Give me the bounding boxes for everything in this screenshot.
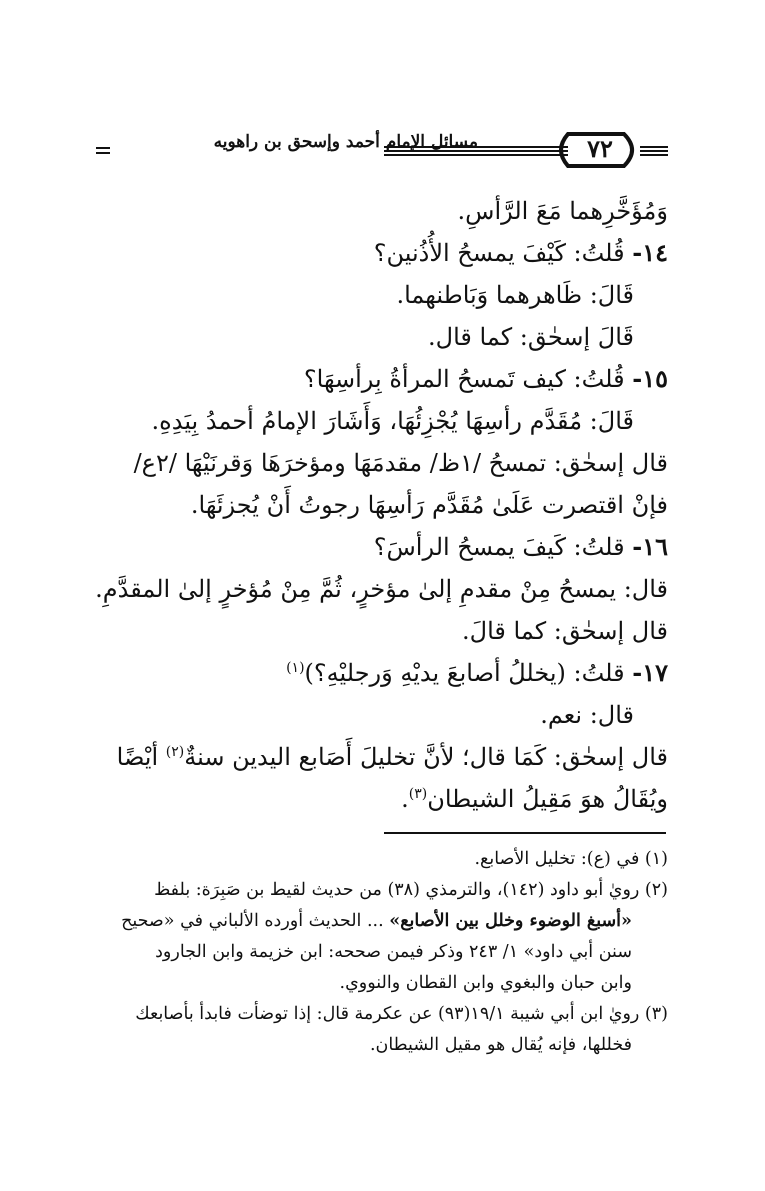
page-header xyxy=(96,126,668,172)
answer-line: قَالَ: ظَاهرهما وَبَاطنهما. xyxy=(396,281,634,309)
answer-text: أيْضًا xyxy=(116,743,159,771)
footnotes xyxy=(90,844,668,1061)
answer-line xyxy=(90,778,668,820)
question-text: قُلتُ: كَيْفَ يمسحُ الأُذُنين؟ xyxy=(373,239,625,267)
question-17 xyxy=(90,652,668,694)
footnote-1: (١) في (ع): تخليل الأصابع. xyxy=(474,849,668,869)
footnote-2-cont: سنن أبي داود» ١/ ٢٤٣ وذكر فيمن صححه: ابن خزيمة وابن الجارود xyxy=(155,942,632,962)
answer-text: ويُقَالُ هوَ مَقِيلُ الشيطان xyxy=(427,785,668,813)
answer-line: قَالَ إسحٰق: كما قال. xyxy=(428,323,634,351)
answer-line: فإنْ اقتصرت عَلَىٰ مُقَدَّم رَأسِهَا رجوتُ أَنْ يُجزئَهَا. xyxy=(190,491,668,519)
answer-line xyxy=(90,736,668,778)
footnote-2-cont xyxy=(90,906,668,937)
answer-text: . xyxy=(401,785,409,813)
answer-line: قال إسحٰق: تمسحُ /١ظ/ مقدمَهَا ومؤخرَهَا وَقرنَيْهَا /٢ع/ xyxy=(133,449,668,477)
question-text: قلتُ: (يخللُ أصابعَ يديْهِ وَرجليْهِ؟) xyxy=(304,659,625,687)
main-text xyxy=(90,190,668,820)
question-number: ١٧- xyxy=(632,658,668,687)
running-title: مسائل الإمام أحمد وإسحق بن راهويه xyxy=(213,132,478,152)
answer-line: قال: يمسحُ مِنْ مقدمِ إلىٰ مؤخرٍ، ثُمَّ مِنْ مُؤخرٍ إلىٰ المقدَّمِ. xyxy=(95,575,668,603)
question-text: قُلتُ: كيف تَمسحُ المرأةُ بِرأسِهَا؟ xyxy=(303,365,625,393)
answer-line: قال: نعم. xyxy=(540,701,634,729)
answer-line: قَالَ: مُقَدَّم رأسِهَا يُجْزِئُهَا، وَأَشَارَ الإمامُ أحمدُ بِيَدِهِ. xyxy=(151,407,634,435)
footnote-3-cont: فخللها، فإنه يُقال هو مقيل الشيطان. xyxy=(369,1035,632,1055)
answer-line: قال إسحٰق: كما قالَ. xyxy=(462,617,668,645)
question-number: ١٥- xyxy=(632,364,668,393)
footnote-2-cont: وابن حبان والبغوي وابن القطان والنووي. xyxy=(339,973,632,993)
question-15 xyxy=(90,358,668,400)
footnote-ref: (٣) xyxy=(408,786,428,802)
question-number: ١٦- xyxy=(632,532,668,561)
answer-text: قال إسحٰق: كَمَا قال؛ لأنَّ تخليلَ أَصَابع اليدين سنةٌ xyxy=(184,743,668,771)
footnote-3: (٣) رويٰ ابن أبي شيبة ١٩/١(٩٣) عن عكرمة قال: إذا توضأت فابدأ بأصابعك xyxy=(135,1004,668,1024)
footnote-separator xyxy=(384,832,666,834)
question-14 xyxy=(90,232,668,274)
hadith-quote: «أسبغ الوضوء وخلل بين الأصابع» xyxy=(389,911,632,931)
page-number: ٧٢ xyxy=(587,133,613,163)
question-number: ١٤- xyxy=(632,238,668,267)
footnote-ref: (١) xyxy=(286,660,305,676)
question-16 xyxy=(90,526,668,568)
footnote-text: ... الحديث أورده الألباني في «صحيح xyxy=(121,911,384,931)
footnote-ref: (٢) xyxy=(165,744,185,760)
text-line: وَمُؤَخَّرِهما مَعَ الرَّأسِ. xyxy=(457,197,668,225)
question-text: قلتُ: كَيفَ يمسحُ الرأسَ؟ xyxy=(373,533,625,561)
footnote-2: (٢) رويٰ أبو داود (١٤٢)، والترمذي (٣٨) من حديث لقيط بن صَبِرَة: بلفظ xyxy=(154,880,668,900)
